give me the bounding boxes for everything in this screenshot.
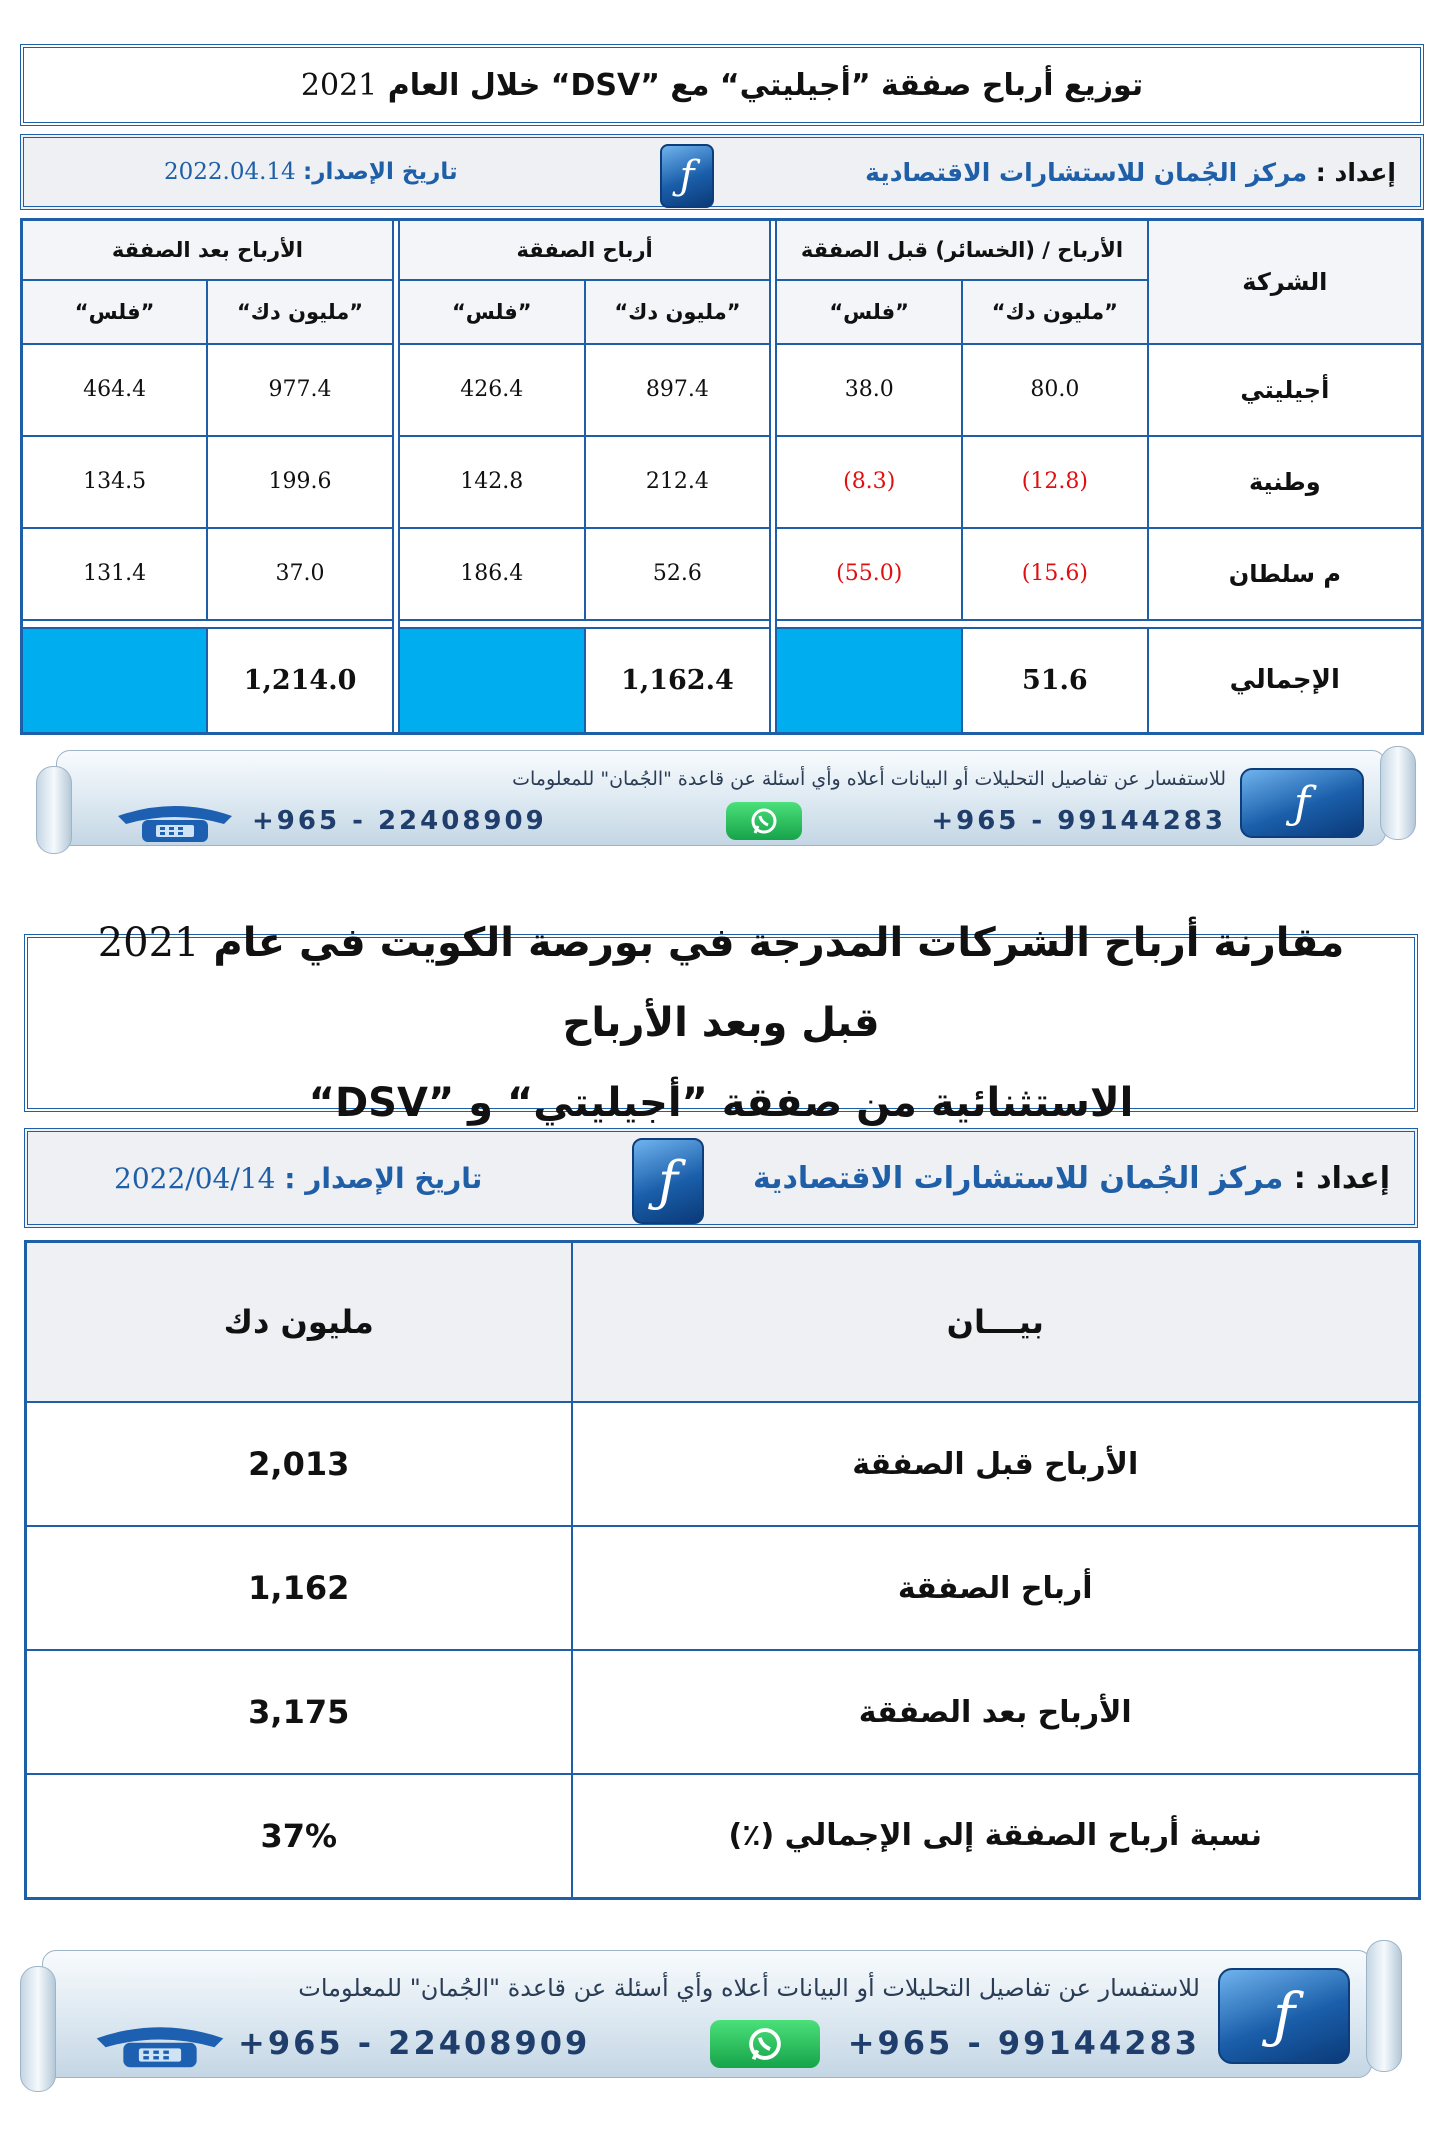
unit-fils: ”فلس“ bbox=[399, 280, 585, 344]
prepared-label: إعداد : bbox=[1293, 1160, 1390, 1196]
header-label: بيـــان bbox=[572, 1242, 1420, 1403]
row-label: نسبة أرباح الصفقة إلى الإجمالي (٪) bbox=[572, 1774, 1420, 1898]
table-row bbox=[22, 436, 1423, 528]
deal-fils: 142.8 bbox=[399, 436, 585, 528]
company-header: الشركة bbox=[1148, 220, 1423, 344]
table-row bbox=[26, 1650, 1420, 1774]
group-post-deal: الأرباح بعد الصفقة bbox=[22, 220, 393, 280]
logo-icon: ƒ bbox=[1240, 768, 1364, 838]
company-name: أجيليتي bbox=[1148, 344, 1423, 436]
prepared-org: مركز الجُمان للاستشارات الاقتصادية bbox=[753, 1160, 1284, 1196]
banner-note: للاستفسار عن تفاصيل التحليلات أو البيانات أعلاه وأي أسئلة عن قاعدة "الجُمان" للمعلومات bbox=[298, 1974, 1200, 2002]
section1-title-year: 2021 bbox=[300, 67, 378, 103]
company-name: وطنية bbox=[1148, 436, 1423, 528]
prepared-label: إعداد : bbox=[1315, 157, 1396, 187]
banner-note: للاستفسار عن تفاصيل التحليلات أو البيانات أعلاه وأي أسئلة عن قاعدة "الجُمان" للمعلومات bbox=[512, 768, 1226, 790]
table-row bbox=[26, 1774, 1420, 1898]
row-value: 1,162 bbox=[26, 1526, 572, 1650]
total-deal-kd: 1,162.4 bbox=[585, 628, 771, 734]
group-pre-deal: الأرباح / (الخسائر) قبل الصفقة bbox=[776, 220, 1147, 280]
row-value: 37% bbox=[26, 1774, 572, 1898]
table-row bbox=[26, 1402, 1420, 1526]
title-year: 2021 bbox=[97, 920, 200, 966]
pre-fils: 38.0 bbox=[776, 344, 962, 436]
deal-kd: 897.4 bbox=[585, 344, 771, 436]
section1-table bbox=[20, 218, 1424, 735]
row-label: الأرباح قبل الصفقة bbox=[572, 1402, 1420, 1526]
table-row bbox=[22, 344, 1423, 436]
phone-whatsapp[interactable]: +965 - 99144283 bbox=[931, 806, 1226, 836]
post-fils: 464.4 bbox=[22, 344, 208, 436]
table-row bbox=[22, 528, 1423, 620]
total-pre-kd: 51.6 bbox=[962, 628, 1148, 734]
section2-title-line1 bbox=[88, 903, 1354, 1063]
total-post-fils-filled bbox=[22, 628, 208, 734]
deal-kd: 52.6 bbox=[585, 528, 771, 620]
total-label: الإجمالي bbox=[1148, 628, 1423, 734]
group-deal: أرباح الصفقة bbox=[399, 220, 770, 280]
section1-title bbox=[301, 68, 1143, 103]
contact-banner-1 bbox=[36, 746, 1416, 854]
table-header-row bbox=[26, 1242, 1420, 1403]
row-label: أرباح الصفقة bbox=[572, 1526, 1420, 1650]
section1-prepared-by bbox=[865, 138, 1396, 206]
post-fils: 131.4 bbox=[22, 528, 208, 620]
row-value: 2,013 bbox=[26, 1402, 572, 1526]
section2-title-box bbox=[24, 920, 1418, 1126]
date-label: تاريخ الإصدار: bbox=[303, 159, 458, 185]
pre-kd: 80.0 bbox=[962, 344, 1148, 436]
post-fils: 134.5 bbox=[22, 436, 208, 528]
logo-icon: ƒ bbox=[632, 1138, 704, 1224]
title-part: قبل وبعد الأرباح bbox=[562, 1000, 880, 1046]
unit-kd: ”مليون دك“ bbox=[585, 280, 771, 344]
phone-landline[interactable]: +965 - 22408909 bbox=[252, 806, 547, 836]
section1-title-box bbox=[20, 44, 1424, 126]
table-row bbox=[26, 1526, 1420, 1650]
pre-fils: (55.0) bbox=[776, 528, 962, 620]
section1-issue-date bbox=[164, 138, 458, 206]
prepared-org: مركز الجُمان للاستشارات الاقتصادية bbox=[865, 157, 1308, 187]
phone-whatsapp[interactable]: +965 - 99144283 bbox=[847, 2024, 1200, 2062]
section2-table bbox=[24, 1240, 1421, 1900]
section1-title-text: توزيع أرباح صفقة ”أجيليتي“ مع ”DSV“ خلال العام bbox=[377, 67, 1144, 103]
row-label: الأرباح بعد الصفقة bbox=[572, 1650, 1420, 1774]
date-value: 2022/04/14 bbox=[114, 1161, 276, 1195]
contact-banner-2 bbox=[20, 1940, 1410, 2100]
total-post-kd: 1,214.0 bbox=[207, 628, 393, 734]
total-row bbox=[22, 628, 1423, 734]
telephone-icon bbox=[90, 2018, 230, 2076]
post-kd: 977.4 bbox=[207, 344, 393, 436]
company-name: م سلطان bbox=[1148, 528, 1423, 620]
unit-fils: ”فلس“ bbox=[776, 280, 962, 344]
section2-title bbox=[28, 903, 1414, 1143]
title-part: مقارنة أرباح الشركات المدرجة في بورصة الكويت في عام bbox=[199, 920, 1345, 966]
pre-fils: (8.3) bbox=[776, 436, 962, 528]
telephone-icon bbox=[112, 800, 238, 848]
unit-fils: ”فلس“ bbox=[22, 280, 208, 344]
post-kd: 37.0 bbox=[207, 528, 393, 620]
total-pre-fils-filled bbox=[776, 628, 962, 734]
whatsapp-icon bbox=[710, 2020, 820, 2068]
date-label: تاريخ الإصدار : bbox=[284, 1161, 483, 1195]
section2-title-line2: الاستثنائية من صفقة ”أجيليتي“ و ”DSV“ bbox=[308, 1080, 1134, 1126]
whatsapp-icon bbox=[726, 802, 802, 840]
phone-landline[interactable]: +965 - 22408909 bbox=[238, 2024, 591, 2062]
total-deal-fils-filled bbox=[399, 628, 585, 734]
date-value: 2022.04.14 bbox=[164, 159, 296, 185]
section2-issue-date bbox=[114, 1132, 482, 1224]
header-value: مليون دك bbox=[26, 1242, 572, 1403]
row-value: 3,175 bbox=[26, 1650, 572, 1774]
section2-info-band bbox=[24, 1128, 1418, 1228]
deal-fils: 186.4 bbox=[399, 528, 585, 620]
section2-prepared-by bbox=[753, 1132, 1390, 1224]
section1-info-band bbox=[20, 134, 1424, 210]
logo-icon: ƒ bbox=[660, 144, 714, 208]
deal-kd: 212.4 bbox=[585, 436, 771, 528]
unit-kd: ”مليون دك“ bbox=[962, 280, 1148, 344]
logo-icon: ƒ bbox=[1218, 1968, 1350, 2064]
pre-kd: (12.8) bbox=[962, 436, 1148, 528]
pre-kd: (15.6) bbox=[962, 528, 1148, 620]
deal-fils: 426.4 bbox=[399, 344, 585, 436]
unit-kd: ”مليون دك“ bbox=[207, 280, 393, 344]
post-kd: 199.6 bbox=[207, 436, 393, 528]
